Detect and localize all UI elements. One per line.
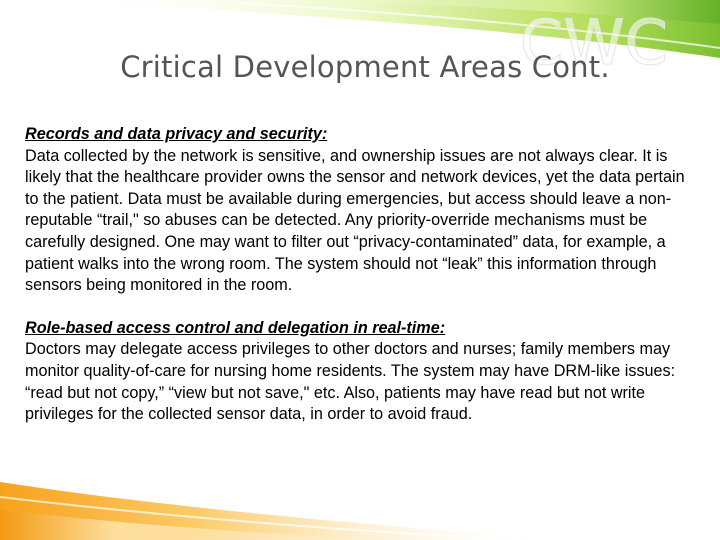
- section-paragraph: Data collected by the network is sensitive, and ownership issues are not always clear. It is likely that the healthcare provider owns the sensor and network devices, yet the data pertain to the patient. Data must be available during emergencies, but access should leave a non-reputable “trail," so abuses can be detected. Any priority-override mechanisms must be carefully designed. One may want to filter out “privacy-contaminated” data, for example, a patient walks into the wrong room. The system should not “leak” this information through sensors being monitored in the room.: [25, 146, 685, 295]
- section-heading: Records and data privacy and security:: [25, 125, 328, 143]
- section-heading: Role-based access control and delegation in real-time:: [25, 318, 446, 337]
- watermark-text: CWC: [520, 6, 668, 79]
- section-access-control: [25, 318, 697, 426]
- slide-title: Critical Development Areas Cont.: [120, 50, 610, 84]
- section-paragraph: Doctors may delegate access privileges to other doctors and nurses; family members may monitor quality-of-care for nursing home residents. The system may have DRM-like issues: “read but not copy,” “view but not save," etc. Also, patients may have read but not write privileges for the collected sensor data, in order to avoid fraud.: [25, 340, 676, 424]
- section-records-privacy: [25, 124, 697, 297]
- slide-body: [25, 124, 697, 426]
